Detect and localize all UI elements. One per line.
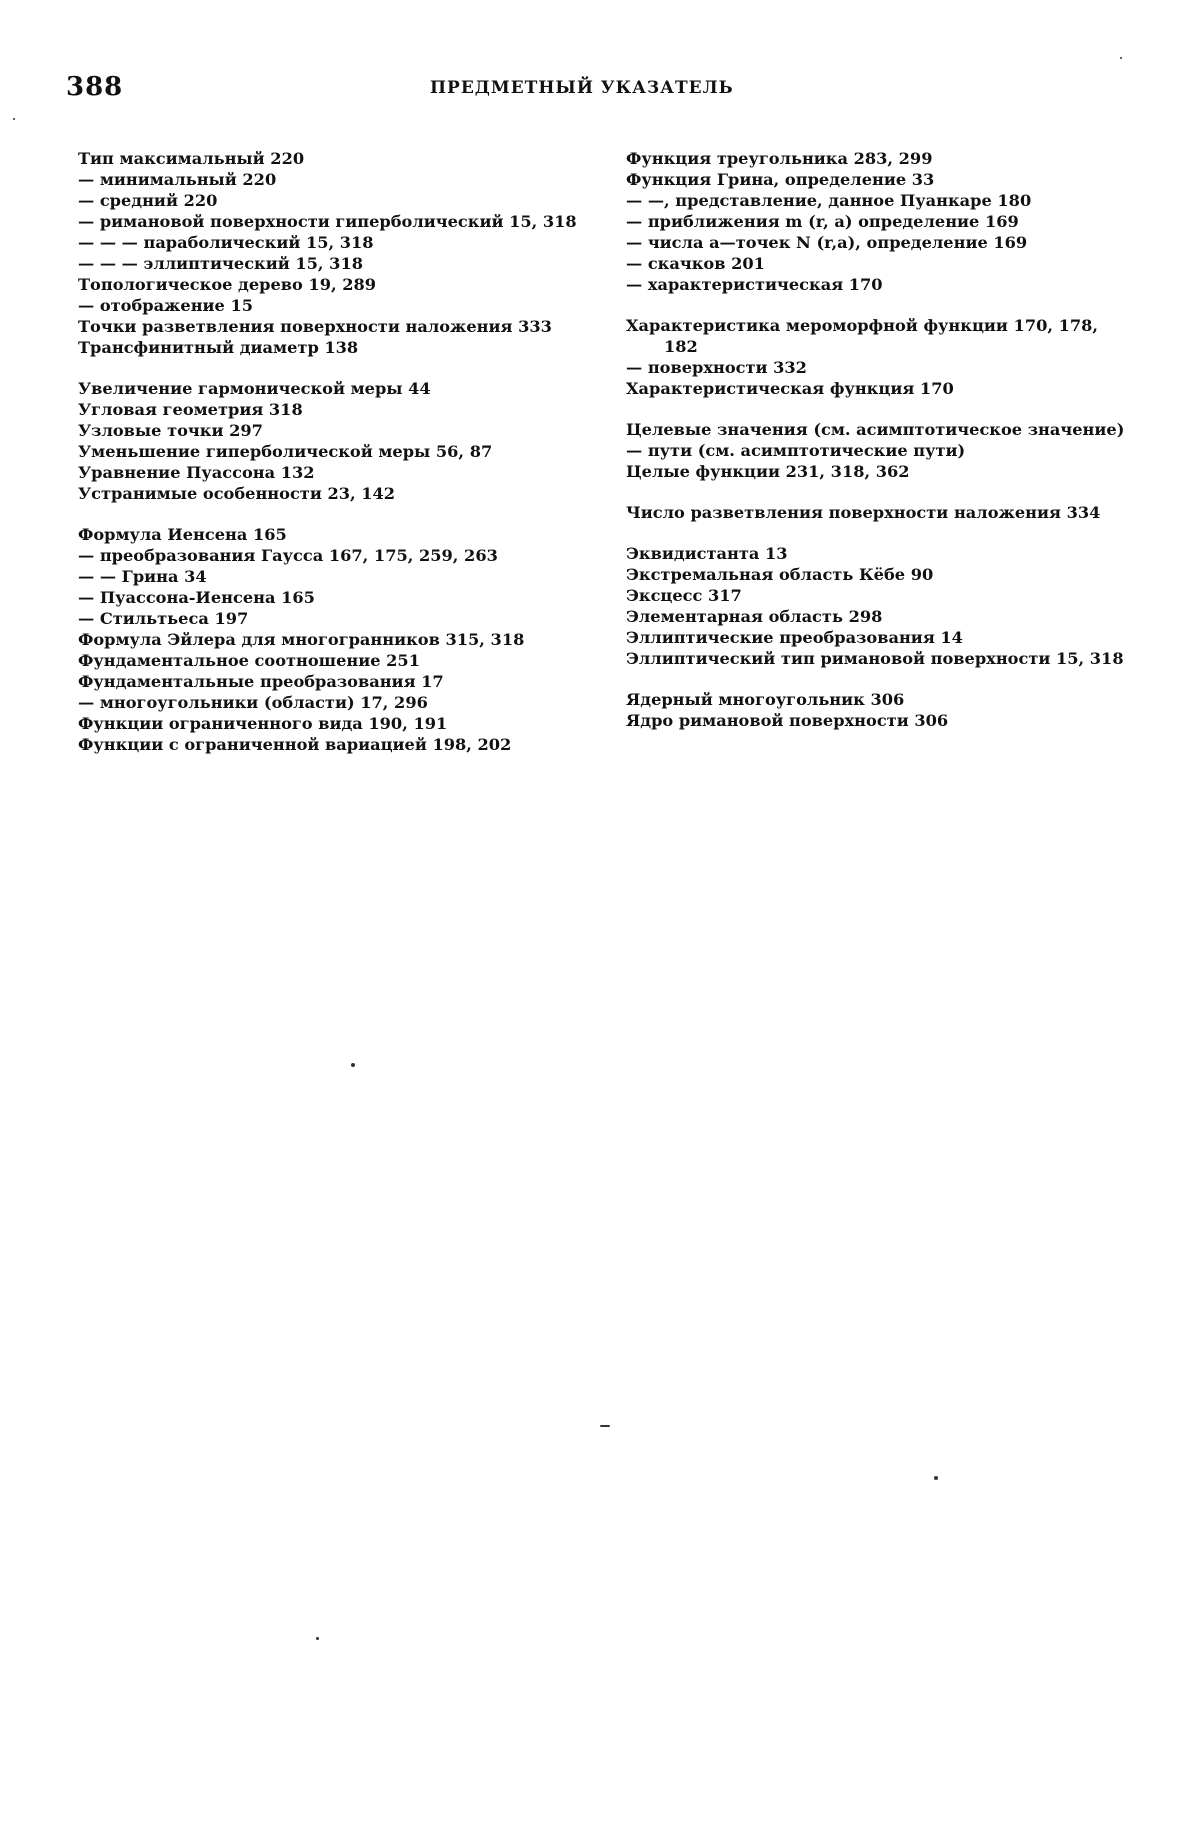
index-entry: Целевые значения (см. асимптотическое значение): [626, 420, 1125, 439]
index-group: [626, 543, 1131, 669]
scan-speck: [934, 1476, 938, 1480]
scan-speck: [316, 1637, 319, 1640]
index-entry: Экстремальная область Кёбе 90: [626, 565, 934, 584]
index-entry: — отображение 15: [78, 296, 254, 315]
index-entry: Элементарная область 298: [626, 607, 883, 626]
index-entry: Уменьшение гиперболической меры 56, 87: [78, 442, 493, 461]
index-entry: Точки разветвления поверхности наложения 333: [78, 317, 552, 336]
index-entry: — римановой поверхности гиперболический 15, 318: [78, 212, 577, 231]
index-entry: Узловые точки 297: [78, 421, 263, 440]
scan-speck: [600, 1425, 610, 1427]
index-entry: Эллиптический тип римановой поверхности 15, 318: [626, 649, 1124, 668]
index-entry: Эксцесс 317: [626, 586, 742, 605]
index-group: [626, 148, 1131, 295]
index-entry: Топологическое дерево 19, 289: [78, 275, 377, 294]
scan-speck: [351, 1063, 355, 1067]
index-entry: — преобразования Гаусса 167, 175, 259, 263: [78, 546, 498, 565]
running-head: ПРЕДМЕТНЫЙ УКАЗАТЕЛЬ: [430, 78, 734, 98]
index-entry: — Пуассона-Иенсена 165: [78, 588, 315, 607]
index-entry: Целые функции 231, 318, 362: [626, 462, 910, 481]
index-entry: Ядро римановой поверхности 306: [626, 711, 949, 730]
index-entry: — приближения m (r, a) определение 169: [626, 212, 1019, 231]
scan-speck: [13, 118, 15, 120]
page-number: 388: [66, 72, 124, 102]
index-group: [626, 419, 1131, 482]
index-entry: Характеристическая функция 170: [626, 379, 954, 398]
index-entry: Тип максимальный 220: [78, 149, 305, 168]
index-entry: — скачков 201: [626, 254, 765, 273]
index-entry: — — — эллиптический 15, 318: [78, 254, 363, 273]
index-group: [78, 378, 578, 504]
index-entry: — числа a—точек N (r,a), определение 169: [626, 233, 1028, 252]
index-group: [626, 315, 1131, 399]
index-entry: Эллиптические преобразования 14: [626, 628, 963, 647]
index-entry: — минимальный 220: [78, 170, 277, 189]
index-entry: Характеристика мероморфной функции 170, 178, 182: [626, 316, 1099, 356]
index-entry: — — — параболический 15, 318: [78, 233, 374, 252]
index-entry: Формула Эйлера для многогранников 315, 318: [78, 630, 525, 649]
index-entry: Угловая геометрия 318: [78, 400, 303, 419]
index-group: [78, 148, 578, 358]
index-entry: Ядерный многоугольник 306: [626, 690, 905, 709]
index-entry: — средний 220: [78, 191, 218, 210]
index-entry: Число разветвления поверхности наложения 334: [626, 503, 1101, 522]
index-group: [626, 502, 1131, 523]
index-entry: Формула Иенсена 165: [78, 525, 287, 544]
index-entry: Устранимые особенности 23, 142: [78, 484, 396, 503]
index-entry: — поверхности 332: [626, 358, 807, 377]
index-group: [78, 524, 578, 755]
index-entry: Функция треугольника 283, 299: [626, 149, 933, 168]
index-entry: Трансфинитный диаметр 138: [78, 338, 359, 357]
index-entry: — характеристическая 170: [626, 275, 883, 294]
index-entry: Эквидистанта 13: [626, 544, 788, 563]
index-entry: Фундаментальные преобразования 17: [78, 672, 444, 691]
index-entry: — пути (см. асимптотические пути): [626, 441, 966, 460]
index-entry: — —, представление, данное Пуанкаре 180: [626, 191, 1032, 210]
scan-speck: [1120, 57, 1122, 59]
index-entry: Уравнение Пуассона 132: [78, 463, 315, 482]
index-column-right: [626, 148, 1131, 751]
index-entry: Увеличение гармонической меры 44: [78, 379, 431, 398]
index-column-left: [78, 148, 578, 775]
index-entry: Фундаментальное соотношение 251: [78, 651, 420, 670]
index-entry: — Стильтьеса 197: [78, 609, 249, 628]
index-entry: Функции ограниченного вида 190, 191: [78, 714, 448, 733]
index-entry: — — Грина 34: [78, 567, 207, 586]
index-entry: — многоугольники (области) 17, 296: [78, 693, 428, 712]
index-group: [626, 689, 1131, 731]
index-entry: Функции с ограниченной вариацией 198, 202: [78, 735, 512, 754]
index-entry: Функция Грина, определение 33: [626, 170, 935, 189]
